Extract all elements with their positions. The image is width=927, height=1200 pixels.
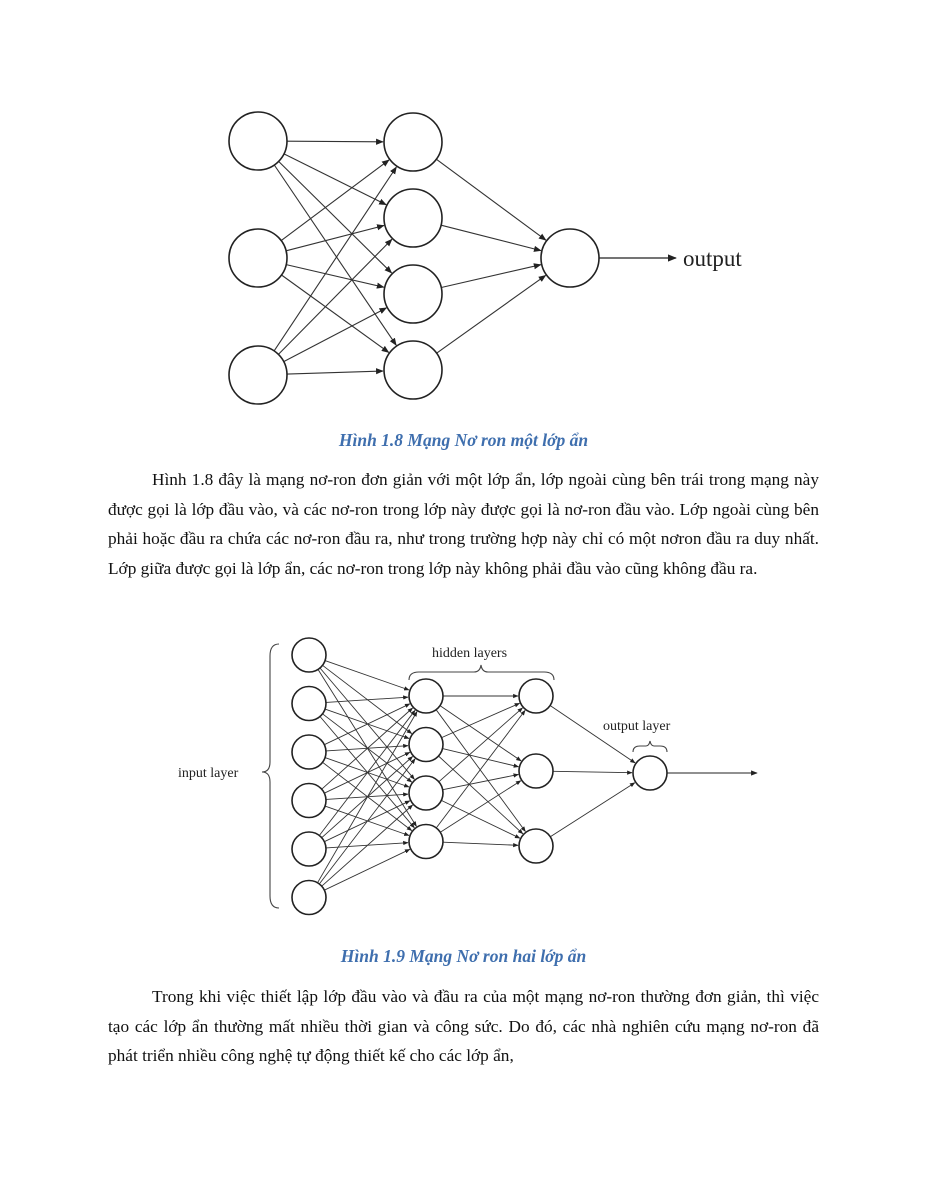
connection-input-2-to-hidden-4 — [282, 275, 389, 352]
connection-input-1-to-hidden1-1 — [325, 661, 409, 690]
output-neuron-1 — [633, 756, 667, 790]
connection-input-6-to-hidden1-3 — [322, 805, 413, 886]
hidden2-neuron-3 — [519, 829, 553, 863]
hidden1-neuron-3 — [409, 776, 443, 810]
output-layer-label: output layer — [603, 719, 671, 734]
input-neuron-3 — [229, 346, 287, 404]
connection-lines — [274, 141, 546, 374]
connection-input-3-to-hidden-2 — [278, 239, 392, 354]
connection-input-4-to-hidden1-1 — [322, 708, 413, 789]
figure-1-9-caption: Hình 1.9 Mạng Nơ ron hai lớp ẩn — [340, 946, 587, 966]
hidden2-neuron-1 — [519, 679, 553, 713]
connection-input-1-to-hidden-2 — [284, 154, 386, 205]
connection-hidden-2-to-output-1 — [441, 225, 541, 250]
single-hidden-layer-network-diagram — [0, 95, 927, 425]
hidden-neuron-3 — [384, 265, 442, 323]
input-neuron-5 — [292, 832, 326, 866]
connection-input-2-to-hidden-2 — [286, 226, 384, 251]
connection-input-3-to-hidden1-1 — [324, 704, 410, 745]
body-paragraph-2: Trong khi việc thiết lập lớp đầu vào và đầu ra của một mạng nơ-ron thường đơn giản, thì việc tạo các lớp ẩn thường mất nhiều thời gian và công sức. Do đó, các nhà nghiên cứu mạng nơ-ron đã phát triển nhiều công nghệ tự động thiết kế cho các lớp ẩn, — [108, 987, 819, 1065]
connection-hidden2-3-to-output-1 — [550, 783, 635, 837]
hidden-neuron-1 — [384, 113, 442, 171]
input-neuron-6 — [292, 881, 326, 915]
input-neuron-2 — [292, 687, 326, 721]
connection-input-5-to-hidden1-1 — [319, 710, 415, 835]
hidden-layers-label: hidden layers — [432, 646, 508, 661]
connection-hidden2-1-to-output-1 — [550, 706, 635, 763]
neurons — [229, 112, 599, 404]
hidden-neuron-4 — [384, 341, 442, 399]
input-neuron-2 — [229, 229, 287, 287]
connection-input-3-to-hidden-4 — [287, 371, 383, 374]
hidden-layers-brace — [409, 665, 554, 680]
connection-hidden-4-to-output-1 — [437, 275, 546, 353]
input-neuron-3 — [292, 735, 326, 769]
output-label: output — [683, 246, 742, 271]
connection-hidden1-3-to-hidden2-2 — [443, 775, 519, 790]
connection-input-6-to-hidden1-2 — [319, 759, 415, 884]
input-layer-label: input layer — [178, 766, 239, 781]
connection-input-1-to-hidden-4 — [274, 165, 396, 345]
hidden1-neuron-2 — [409, 728, 443, 762]
connection-lines — [318, 661, 636, 891]
neurons — [292, 638, 667, 915]
output-layer-brace — [633, 741, 667, 752]
hidden-neuron-2 — [384, 189, 442, 247]
connection-input-6-to-hidden1-4 — [324, 849, 410, 890]
connection-input-1-to-hidden-1 — [287, 141, 383, 142]
hidden1-neuron-1 — [409, 679, 443, 713]
connection-hidden-3-to-output-1 — [441, 265, 541, 288]
input-neuron-4 — [292, 784, 326, 818]
input-neuron-1 — [229, 112, 287, 170]
connection-input-3-to-hidden-3 — [284, 308, 387, 362]
connection-hidden1-2-to-hidden2-3 — [439, 756, 523, 834]
input-neuron-1 — [292, 638, 326, 672]
connection-input-2-to-hidden-3 — [286, 265, 384, 288]
connection-input-2-to-hidden1-1 — [326, 697, 408, 702]
body-paragraph-1: Hình 1.8 đây là mạng nơ-ron đơn giản với một lớp ẩn, lớp ngoài cùng bên trái trong mạng này được gọi là lớp đầu vào, và các nơ-ron trong lớp này được gọi là nơ-ron đầu vào. Lớp ngoài cùng bên phải hoặc đầu ra chứa các nơ-ron đầu ra, như trong trường hợp này chỉ có một nơron đầu ra duy nhất. Lớp giữa được gọi là lớp ẩn, các nơ-ron trong lớp này không phải đầu vào cũng không đầu ra. — [108, 470, 819, 578]
hidden2-neuron-2 — [519, 754, 553, 788]
connection-hidden2-2-to-output-1 — [553, 771, 632, 772]
output-neuron-1 — [541, 229, 599, 287]
two-hidden-layer-network-diagram — [0, 630, 927, 930]
input-layer-brace — [262, 644, 279, 908]
connection-input-6-to-hidden1-1 — [318, 712, 418, 883]
figure-1-8-caption: Hình 1.8 Mạng Nơ ron một lớp ẩn — [338, 430, 589, 450]
connection-hidden1-4-to-hidden2-3 — [443, 842, 518, 845]
hidden1-neuron-4 — [409, 825, 443, 859]
